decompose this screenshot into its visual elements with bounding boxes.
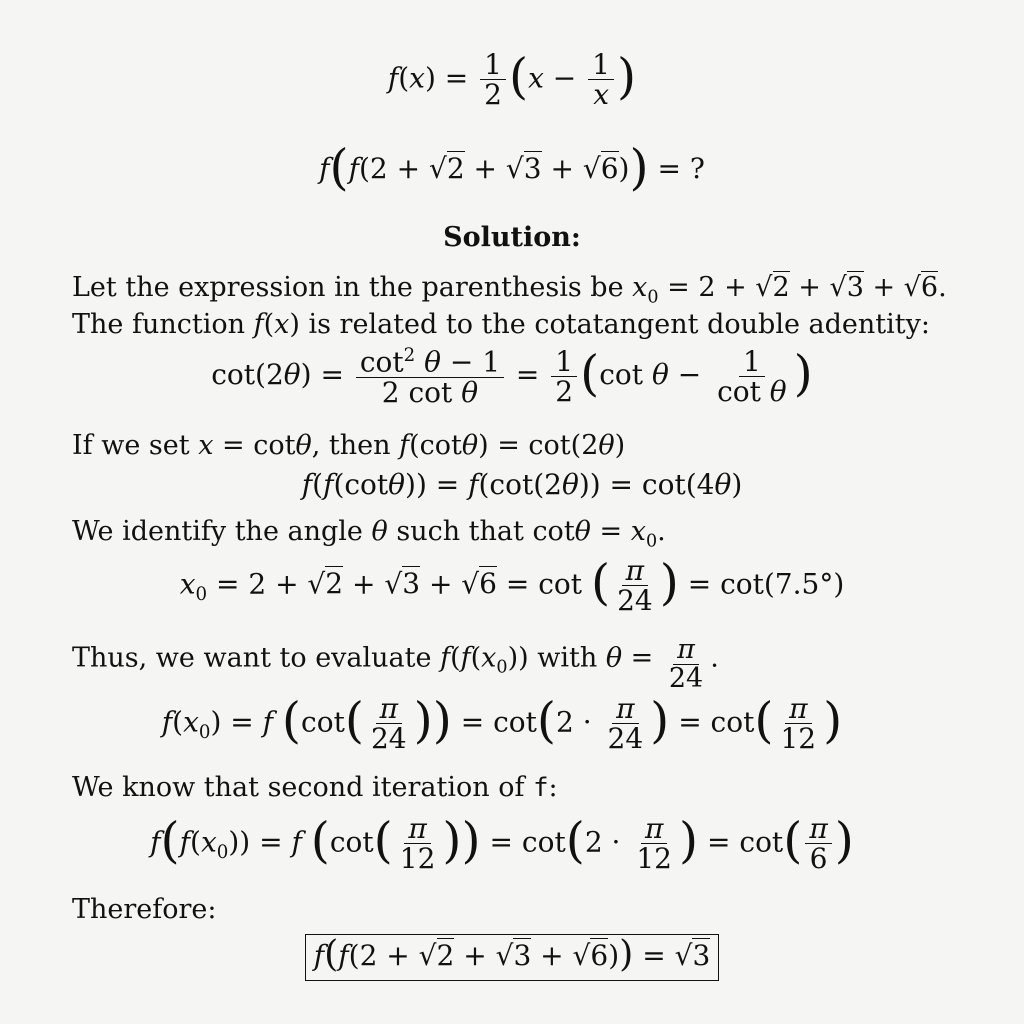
final-answer [0,934,1024,981]
function-definition: f(x) = $\frac{1}{2}$ (x − $\frac{1}{x}$ ) [387,48,637,112]
substitution-line: If we set x = cotθ, then f(cotθ) = cot(2θ) [72,430,626,461]
intro-line: Let the expression in the parenthesis be $x_0 = 2 + √2 + √3 + √6$. [72,272,947,308]
function-relation-line: The function f(x) is related to the cotatangent double adentity: [72,309,930,340]
solution-heading: Solution: [443,222,581,253]
set-text-a: If we set [72,430,190,461]
identify-line: We identify the angle θ such that $\cot\theta = x_0$. [72,516,666,552]
first-iteration: $f(x_0) = f$ (cot( $\frac{\pi}{24}$ )) = cot(2 · $\frac{\pi}{24}$ ) = cot( $\frac{\pi}{12}$ ) [161,692,843,756]
function-text-a: The function [72,309,245,340]
answer-box: f(f(2 + √2 + √3 + √6)) = √3 [305,934,720,981]
thus-line: Thus, we want to evaluate $f(f(x_0))$ with θ = $\frac{\pi}{24}$ . [72,634,719,695]
know-text: We know that second iteration of [72,772,525,803]
second-iteration-intro: We know that second iteration of f: [72,772,558,803]
cot-identity: cot(2θ) = $\frac{\cot^2 \theta - 1}{\text{2 cot θ}}$ = $\frac{1}{2}$ (cot θ − $\frac{1}{\text{cot θ}}$ ) [211,344,813,409]
thus-text-a: Thus, we want to evaluate [72,642,432,674]
second-iteration: $f(f(x_0)) = f$ (cot( $\frac{\pi}{12}$ )) = cot(2 · $\frac{\pi}{12}$ ) = cot( $\frac{\pi}{6}$ ) [150,812,854,876]
intro-text: Let the expression in the parenthesis be [72,272,624,303]
thus-text-b: with [537,642,598,674]
composition-line: f(f(cotθ)) = f(cot(2θ)) = cot(4θ) [301,468,743,501]
problem-question: f(f(2 + √2 + √3 + √6)) = ? [319,139,705,196]
x0-cot-line: $x_0 = 2 + √2 + √3 + √6 = \cot$ ( $\frac{\pi}{24}$ ) = cot(7.5°) [179,554,845,618]
therefore-label: Therefore: [72,894,217,925]
function-text-b: is related to the cotatangent double adentity: [308,309,930,340]
know-f: f [533,773,549,803]
